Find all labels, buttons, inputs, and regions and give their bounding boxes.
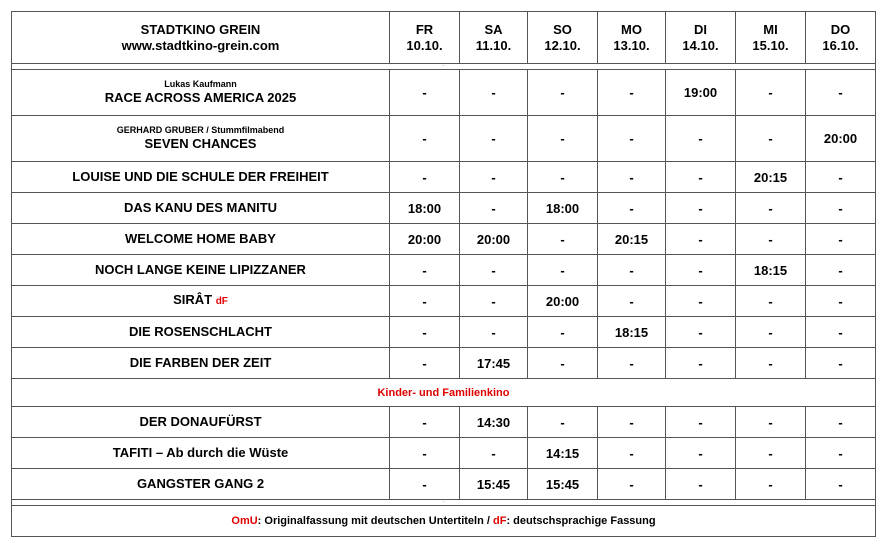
showtime-cell: - (460, 116, 528, 162)
day-label: DO (830, 21, 851, 37)
showtime-cell: 18:15 (736, 255, 806, 286)
showtime-cell: - (666, 469, 736, 500)
showtime-cell: 15:45 (460, 469, 528, 500)
showtime-cell: - (598, 70, 666, 116)
showtime-cell: 19:00 (666, 70, 736, 116)
day-header (806, 12, 876, 64)
showtime-cell: - (390, 286, 460, 317)
showtime-cell: 18:00 (528, 193, 598, 224)
film-title-cell (12, 162, 390, 193)
section-row (12, 379, 876, 407)
showtime-cell: - (598, 286, 666, 317)
showtime-cell: - (806, 255, 876, 286)
showtime-cell: - (528, 255, 598, 286)
showtime-cell: 18:00 (390, 193, 460, 224)
films-list (12, 70, 876, 379)
day-label: MO (621, 21, 642, 37)
showtime-cell: - (460, 70, 528, 116)
film-row (12, 407, 876, 438)
film-title: SEVEN CHANCES (144, 136, 257, 151)
showtime-cell: - (666, 116, 736, 162)
film-title-cell (12, 286, 390, 317)
showtime-cell: - (528, 317, 598, 348)
showtime-cell: - (666, 224, 736, 255)
showtime-cell: - (460, 286, 528, 317)
showtime-cell: - (736, 116, 806, 162)
day-header (390, 12, 460, 64)
film-row (12, 286, 876, 317)
film-title: DAS KANU DES MANITU (123, 200, 278, 215)
film-row (12, 317, 876, 348)
day-header (736, 12, 806, 64)
film-title: DER DONAUFÜRST (139, 414, 262, 429)
showtime-cell: - (666, 407, 736, 438)
film-title-cell (12, 224, 390, 255)
showtime-cell: 20:00 (528, 286, 598, 317)
film-title-cell (12, 317, 390, 348)
showtime-cell: - (736, 193, 806, 224)
date-label: 13.10. (613, 37, 650, 53)
showtime-cell: - (806, 162, 876, 193)
showtime-cell: - (598, 255, 666, 286)
showtime-cell: - (390, 255, 460, 286)
date-label: 15.10. (752, 37, 789, 53)
showtime-cell: 20:00 (460, 224, 528, 255)
showtime-cell: 14:30 (460, 407, 528, 438)
showtime-cell: - (460, 162, 528, 193)
day-header (460, 12, 528, 64)
film-title-cell (12, 407, 390, 438)
section-label: Kinder- und Familienkino (12, 379, 876, 407)
showtime-cell: - (528, 162, 598, 193)
film-title: LOUISE UND DIE SCHULE DER FREIHEIT (72, 169, 329, 184)
showtime-cell: - (460, 438, 528, 469)
day-label: SO (553, 21, 572, 37)
day-header (666, 12, 736, 64)
cinema-website: www.stadtkino-grein.com (121, 37, 280, 53)
film-title: DIE FARBEN DER ZEIT (129, 355, 272, 370)
showtime-cell: - (666, 162, 736, 193)
showtime-cell: - (806, 348, 876, 379)
showtime-cell: - (806, 407, 876, 438)
film-row (12, 348, 876, 379)
showtime-cell: - (806, 286, 876, 317)
day-label: MI (763, 21, 778, 37)
day-label: SA (484, 21, 503, 37)
showtime-cell: - (666, 286, 736, 317)
film-title-cell (12, 193, 390, 224)
film-subtitle: Lukas Kaufmann (164, 79, 237, 89)
film-row (12, 70, 876, 116)
showtime-cell: - (806, 193, 876, 224)
separator-cell: - (12, 500, 876, 506)
showtime-cell: - (736, 469, 806, 500)
film-title-cell (12, 70, 390, 116)
showtime-cell: - (598, 469, 666, 500)
film-title-cell (12, 255, 390, 286)
cinema-header (12, 12, 390, 64)
showtime-cell: - (390, 348, 460, 379)
film-row (12, 255, 876, 286)
showtime-cell: 15:45 (528, 469, 598, 500)
showtime-cell: - (460, 255, 528, 286)
showtime-cell: - (598, 116, 666, 162)
film-row (12, 469, 876, 500)
showtime-cell: - (528, 116, 598, 162)
day-label: DI (694, 21, 707, 37)
showtime-cell: - (736, 407, 806, 438)
showtime-cell: - (390, 469, 460, 500)
showtime-cell: 20:15 (598, 224, 666, 255)
header-row (12, 12, 876, 64)
showtime-cell: 20:15 (736, 162, 806, 193)
film-subtitle: GERHARD GRUBER / Stummfilmabend (116, 125, 285, 135)
day-header (598, 12, 666, 64)
film-title: RACE ACROSS AMERICA 2025 (104, 90, 297, 105)
showtime-cell: 18:15 (598, 317, 666, 348)
film-title-cell (12, 469, 390, 500)
showtime-cell: - (390, 438, 460, 469)
film-title-cell (12, 438, 390, 469)
date-label: 11.10. (475, 37, 512, 53)
film-row (12, 193, 876, 224)
showtime-cell: 20:00 (390, 224, 460, 255)
showtime-cell: - (390, 116, 460, 162)
film-title: DIE ROSENSCHLACHT (128, 324, 272, 339)
showtime-cell: 17:45 (460, 348, 528, 379)
film-title: GANGSTER GANG 2 (136, 476, 265, 491)
df-text: : deutschsprachige Fassung (506, 515, 656, 527)
film-title-text: SIRÂT (173, 292, 213, 307)
showtime-cell: - (598, 348, 666, 379)
showtime-cell: - (528, 407, 598, 438)
showtime-cell: - (806, 224, 876, 255)
showtime-cell: 14:15 (528, 438, 598, 469)
showtime-cell: - (598, 407, 666, 438)
showtime-cell: - (666, 193, 736, 224)
showtime-cell: - (528, 224, 598, 255)
showtime-cell: - (736, 438, 806, 469)
kids-films-list (12, 407, 876, 500)
showtime-cell: - (460, 317, 528, 348)
showtime-cell: - (736, 224, 806, 255)
separator-cell: - (12, 64, 876, 70)
film-title-cell (12, 116, 390, 162)
showtime-cell: - (666, 438, 736, 469)
showtime-cell: - (390, 162, 460, 193)
showtime-cell: - (460, 193, 528, 224)
film-row (12, 438, 876, 469)
footer-legend (12, 506, 876, 537)
film-title: TAFITI – Ab durch die Wüste (112, 445, 289, 460)
showtime-cell: - (666, 348, 736, 379)
showtime-cell: - (390, 70, 460, 116)
date-label: 14.10. (682, 37, 719, 53)
version-tag: dF (215, 296, 228, 307)
showtime-cell: - (806, 70, 876, 116)
film-title: WELCOME HOME BABY (125, 231, 276, 246)
cinema-name: STADTKINO GREIN (140, 21, 261, 37)
showtime-cell: - (390, 317, 460, 348)
omu-abbr: OmU (231, 515, 258, 527)
film-title (173, 292, 228, 307)
film-row (12, 224, 876, 255)
film-title-cell (12, 348, 390, 379)
film-row (12, 116, 876, 162)
showtime-cell: - (806, 469, 876, 500)
showtime-cell: - (806, 317, 876, 348)
showtime-cell: - (736, 317, 806, 348)
schedule-table (11, 11, 876, 537)
showtime-cell: - (528, 348, 598, 379)
film-title: NOCH LANGE KEINE LIPIZZANER (95, 262, 306, 277)
showtime-cell: - (598, 193, 666, 224)
showtime-cell: - (390, 407, 460, 438)
film-row (12, 162, 876, 193)
date-label: 10.10. (406, 37, 443, 53)
showtime-cell: 20:00 (806, 116, 876, 162)
showtime-cell: - (736, 70, 806, 116)
showtime-cell: - (806, 438, 876, 469)
df-abbr: dF (492, 515, 507, 527)
date-label: 12.10. (544, 37, 581, 53)
omu-text: : Originalfassung mit deutschen Untertiteln / (257, 515, 493, 527)
day-label: FR (415, 21, 434, 37)
date-label: 16.10. (822, 37, 859, 53)
showtime-cell: - (736, 348, 806, 379)
day-header (528, 12, 598, 64)
showtime-cell: - (736, 286, 806, 317)
showtime-cell: - (666, 317, 736, 348)
showtime-cell: - (666, 255, 736, 286)
showtime-cell: - (598, 438, 666, 469)
showtime-cell: - (598, 162, 666, 193)
footer-row (12, 506, 876, 537)
showtime-cell: - (528, 70, 598, 116)
